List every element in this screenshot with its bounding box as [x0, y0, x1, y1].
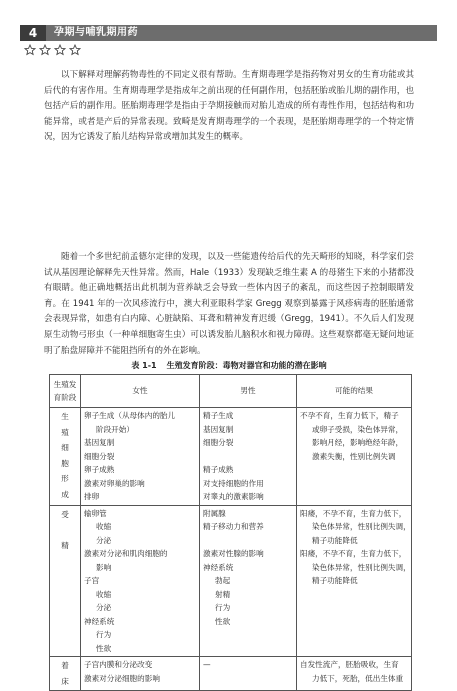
female-line: 排卵: [84, 492, 100, 501]
male-line: 性欲: [215, 616, 231, 626]
male-line: 基因复制: [203, 424, 234, 434]
outcome-line: 阳痿，不孕不育，生育力低下，: [300, 549, 407, 558]
outcome-line: 影响月经，影响绝经年龄，: [312, 438, 404, 447]
female-line: 激素对分泌细胞的影响: [84, 673, 160, 683]
table-caption-label: 表 1-1: [131, 361, 157, 370]
outcome-line: 阳痿，不孕不育，生育力低下，: [300, 508, 407, 518]
female-line: 卵子生成（从母体内的胎儿: [84, 411, 176, 420]
stage-cell: [50, 408, 81, 506]
male-line: [203, 450, 293, 464]
stage-cell: [50, 657, 81, 691]
header-female: 女性: [81, 375, 200, 408]
female-line: 卵子成熟: [84, 465, 115, 474]
table-caption: [44, 360, 414, 371]
stage-char: 生: [61, 412, 69, 421]
male-line: 行为: [215, 603, 231, 612]
male-line: —: [203, 660, 211, 669]
female-line: 输卵管: [84, 508, 107, 518]
outcome-cell: [297, 657, 412, 691]
male-cell: [200, 657, 297, 691]
male-line: 细胞分裂: [203, 438, 234, 447]
male-line: 对支持细胞的作用: [203, 478, 264, 488]
male-line: 激素对性腺的影响: [203, 549, 264, 558]
table-body: [50, 408, 412, 691]
header-outcome: 可能的结果: [297, 375, 412, 408]
female-line: 神经系统: [84, 616, 115, 626]
male-line: 精子移动力和营养: [203, 522, 264, 531]
female-line: 性欲: [96, 643, 112, 653]
male-line: 附属腺: [203, 508, 226, 518]
running-header: [20, 25, 437, 41]
female-cell: [81, 657, 200, 691]
outcome-line: 染色体异常，性别比例失调，: [312, 522, 411, 531]
rating-stars: [24, 44, 81, 58]
stage-cell: [50, 505, 81, 657]
outcome-line: 自发性流产，胚胎吸收，生育: [300, 660, 399, 669]
female-line: 细胞分裂: [84, 451, 115, 461]
female-line: 影响: [96, 562, 112, 572]
female-line: 阶段开始）: [96, 424, 134, 434]
female-line: 收缩: [96, 522, 112, 531]
female-line: 分泌: [96, 535, 112, 545]
body-paragraph-history: 随着一个多世纪前孟德尔定律的发现，以及一些能遗传给后代的先天畸形的知晓，科学家们尝试从基因理论解释先天性异常。然而，Hale（1933）发现缺乏维生素 A 的母猪生下来的小猪都没有眼睛。他正确地概括出此机制为营养缺乏会导致一些体内因子的紊乱，而这些因子控制眼睛发育。在 1941 年的一次风疹流行中，澳大利亚眼科学家 Gregg 观察到暴露于风疹病毒的胚胎通常会表现异常，如患有白内障、心脏缺陷、耳聋和精神发育迟缓（Gregg，1941）。不久后人们发现原生动物弓形虫（一种单细胞寄生虫）可以诱发胎儿脑积水和视力障碍。这些观察都毫无疑问地证明了胎盘屏障并不能阻挡所有的外在影响。: [44, 252, 414, 356]
table-row: [50, 657, 412, 691]
outcome-line: 精子功能降低: [312, 535, 358, 545]
page-number: 4: [20, 25, 46, 41]
star-outline-icon: [39, 44, 51, 56]
outcome-cell: [297, 408, 412, 506]
male-line: 勃起: [215, 576, 231, 585]
male-line: [203, 534, 293, 548]
male-line: 精子生成: [203, 411, 234, 420]
reproductive-effects-table: [49, 374, 412, 691]
outcome-line: 精子功能降低: [312, 576, 358, 585]
male-line: 对睾丸的激素影响: [203, 492, 264, 501]
stage-char: [53, 522, 77, 538]
stage-char: 殖: [61, 427, 69, 437]
stage-char: 细: [61, 443, 69, 452]
stage-char: 胞: [61, 458, 69, 468]
header-male: 男性: [200, 375, 297, 408]
female-line: 激素对卵巢的影响: [84, 478, 145, 488]
female-line: 子宫内膜和分泌改变: [84, 660, 153, 669]
female-line: 激素对分泌和肌肉细胞的: [84, 549, 168, 558]
outcome-line: 染色体异常，性别比例失调，: [312, 562, 411, 572]
header-stage: 生殖发育阶段: [50, 375, 81, 408]
table-row: [50, 505, 412, 657]
stage-char: 成: [61, 489, 69, 499]
male-line: 精子成熟: [203, 465, 234, 474]
female-cell: [81, 408, 200, 506]
stage-char: 床: [61, 676, 69, 686]
female-line: 子宫: [84, 576, 100, 585]
stage-char: 形: [61, 474, 69, 483]
body-paragraph-definitions: 以下解释对理解药物毒性的不同定义很有帮助。生育期毒理学是指药物对男女的生育功能或其后代的有害作用。生育期毒理学是指成年之前出现的任何副作用，包括胚胎或胎儿期的副作用，也包括产后的副作用。胚胎期毒理学是指由于孕期接触而对胎儿造成的所有毒性作用，包括结构和功能异常，或者是产后的异常表现。致畸是发育期毒理学的一个表现，是胚胎期毒理学的一个特定情况，因为它诱发了胎儿结构异常或增加其发生的概率。: [44, 70, 414, 143]
outcome-line: 不孕不育，生育力低下，精子: [300, 411, 399, 420]
outcome-line: 或卵子受损，染色体异常，: [312, 424, 404, 434]
stage-char: 受: [61, 509, 69, 519]
star-outline-icon: [54, 44, 66, 56]
book-title: 孕期与哺乳期用药: [54, 27, 138, 38]
table-header-row: [50, 375, 412, 408]
outcome-line: 激素失衡，性别比例失调: [312, 451, 396, 461]
male-line: 神经系统: [203, 562, 234, 572]
female-line: 行为: [96, 630, 112, 639]
stage-char: 着: [61, 661, 69, 670]
outcome-line: 力低下，死胎，低出生体重: [312, 673, 404, 683]
male-cell: [200, 408, 297, 506]
female-cell: [81, 505, 200, 657]
female-line: 基因复制: [84, 438, 115, 447]
table-row: [50, 408, 412, 506]
male-cell: [200, 505, 297, 657]
female-line: 收缩: [96, 589, 112, 599]
female-line: 分泌: [96, 603, 112, 612]
stage-char: 精: [61, 540, 69, 550]
outcome-cell: [297, 505, 412, 657]
star-outline-icon: [69, 44, 81, 56]
table-caption-text: 生殖发育阶段：毒物对器官和功能的潜在影响: [166, 361, 327, 370]
star-outline-icon: [24, 44, 36, 56]
male-line: 射精: [215, 589, 231, 599]
